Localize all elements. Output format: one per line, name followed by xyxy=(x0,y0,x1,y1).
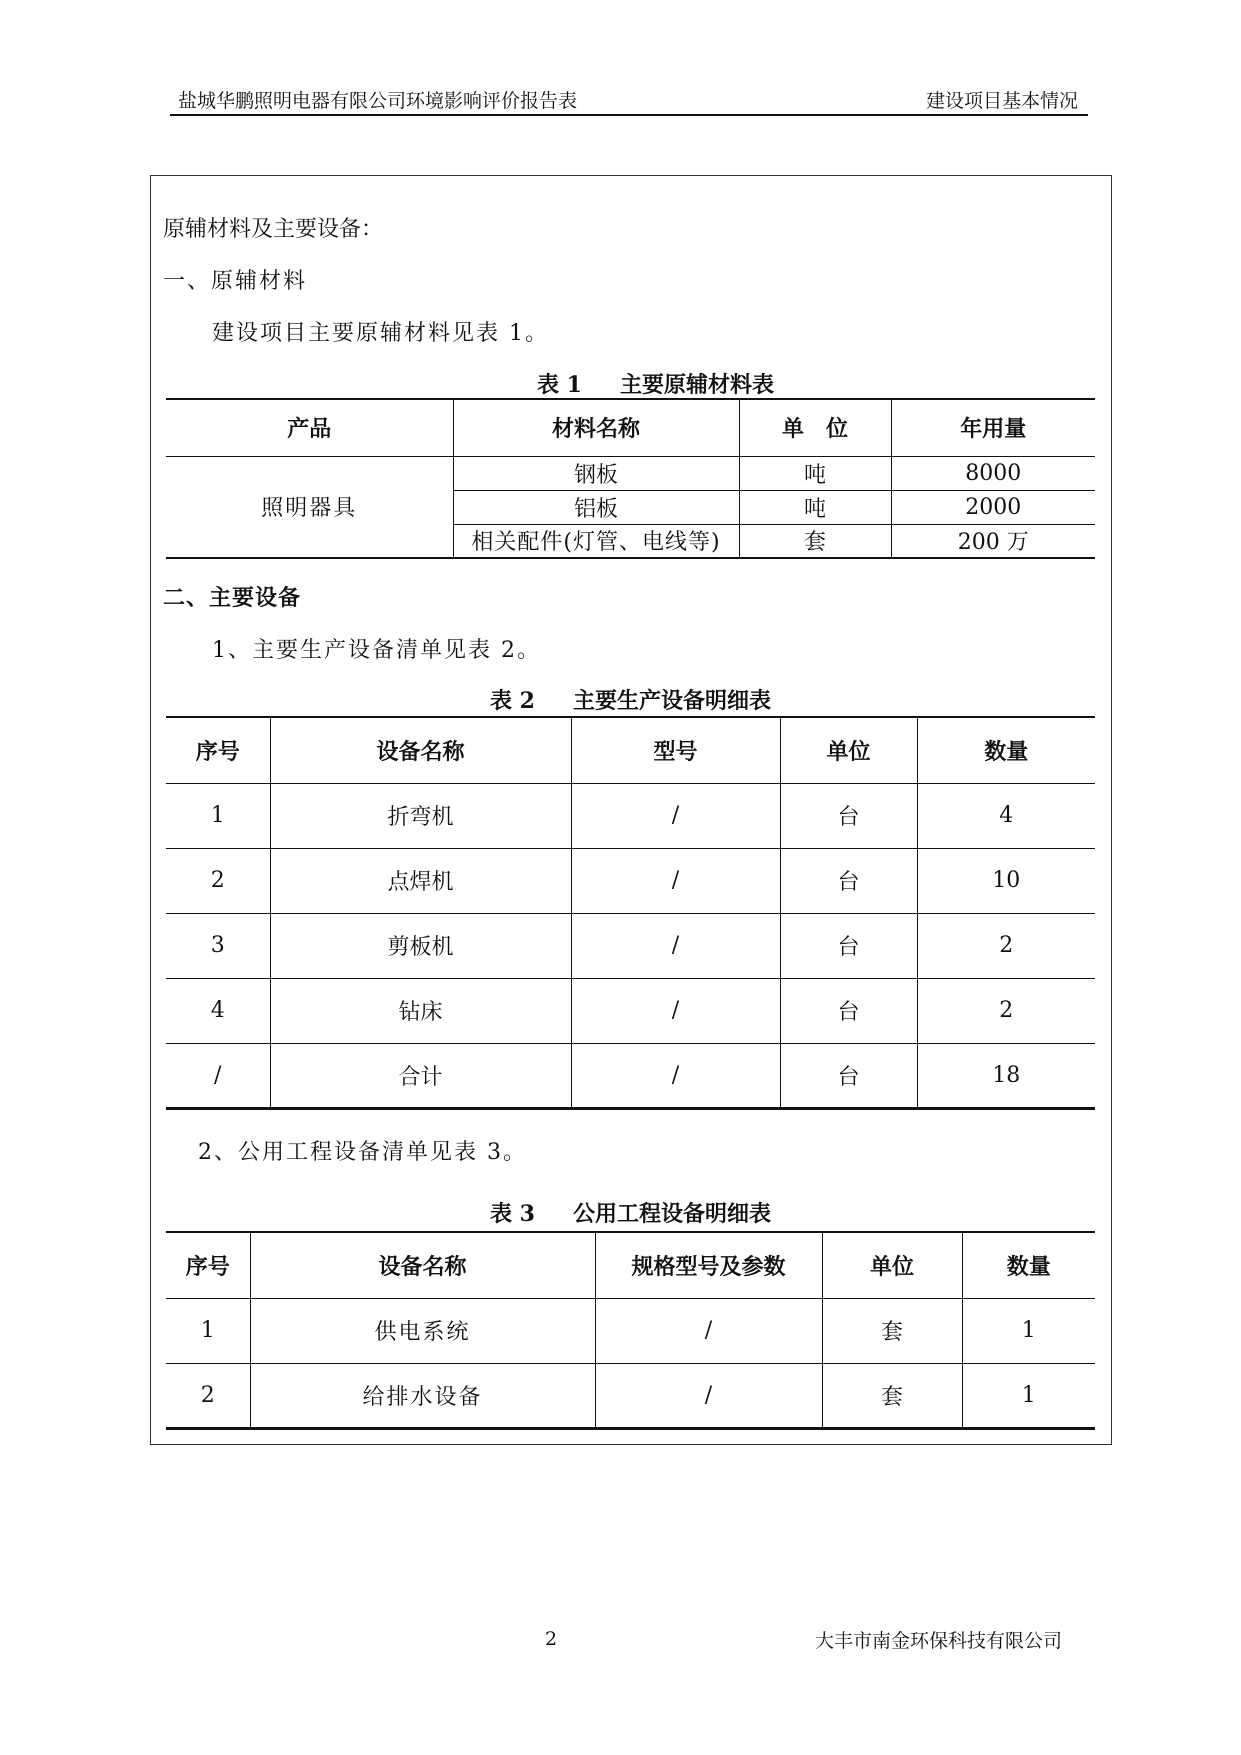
product-cell: 照明器具 xyxy=(166,456,453,558)
name-cell: 钻床 xyxy=(270,978,571,1043)
table3-caption-number: 表 3 xyxy=(490,1201,535,1227)
table-header-row xyxy=(166,717,1095,783)
qty-cell: 1 xyxy=(962,1363,1095,1428)
name-cell: 供电系统 xyxy=(250,1298,595,1363)
header-rule xyxy=(170,114,1088,116)
table-row xyxy=(166,1298,1095,1363)
no-cell: 4 xyxy=(166,978,270,1043)
unit-cell: 台 xyxy=(780,783,917,848)
qty-cell: 4 xyxy=(917,783,1095,848)
col-header-no: 序号 xyxy=(166,717,270,783)
col-header-product: 产品 xyxy=(166,399,453,456)
col-header-model: 型号 xyxy=(571,717,780,783)
unit-cell: 台 xyxy=(780,978,917,1043)
qty-cell: 2 xyxy=(917,978,1095,1043)
material-cell: 钢板 xyxy=(453,456,739,490)
table-header-row xyxy=(166,1232,1095,1298)
table-row xyxy=(166,783,1095,848)
no-cell: 1 xyxy=(166,783,270,848)
table-row xyxy=(166,1363,1095,1428)
col-header-spec: 规格型号及参数 xyxy=(595,1232,822,1298)
footer-company: 大丰市南金环保科技有限公司 xyxy=(815,1630,1063,1652)
table1-caption-number: 表 1 xyxy=(537,372,582,398)
intro-heading: 原辅材料及主要设备： xyxy=(163,217,384,242)
no-cell: 1 xyxy=(166,1298,250,1363)
page-header-left: 盐城华鹏照明电器有限公司环境影响评价报告表 xyxy=(178,90,578,112)
no-cell: 2 xyxy=(166,848,270,913)
name-cell: 点焊机 xyxy=(270,848,571,913)
name-cell: 给排水设备 xyxy=(250,1363,595,1428)
amount-cell: 8000 xyxy=(891,456,1095,490)
col-header-unit: 单位 xyxy=(780,717,917,783)
unit-cell: 吨 xyxy=(739,490,891,524)
col-header-unit: 单位 xyxy=(822,1232,962,1298)
section2-title: 二、主要设备 xyxy=(163,585,302,611)
table-header-row xyxy=(166,399,1095,456)
col-header-qty: 数量 xyxy=(917,717,1095,783)
table3-caption-title: 公用工程设备明细表 xyxy=(572,1201,771,1227)
spec-cell: / xyxy=(595,1363,822,1428)
table3-caption xyxy=(0,1197,1241,1228)
name-cell: 剪板机 xyxy=(270,913,571,978)
unit-cell: 台 xyxy=(780,1043,917,1108)
production-equipment-table xyxy=(166,716,1095,1110)
model-cell: / xyxy=(571,913,780,978)
no-cell: / xyxy=(214,1062,222,1088)
amount-cell: 200 万 xyxy=(891,524,1095,558)
col-header-name: 设备名称 xyxy=(270,717,571,783)
table2-caption-number: 表 2 xyxy=(490,688,535,714)
qty-cell: 1 xyxy=(962,1298,1095,1363)
table1-caption-title: 主要原辅材料表 xyxy=(619,372,774,398)
unit-cell: 套 xyxy=(739,524,891,558)
table2-caption-title: 主要生产设备明细表 xyxy=(572,688,771,714)
utility-equipment-table xyxy=(166,1231,1095,1430)
unit-cell: 台 xyxy=(780,913,917,978)
section2-text: 1、主要生产设备清单见表 2。 xyxy=(212,638,541,663)
qty-cell: 10 xyxy=(917,848,1095,913)
table-row xyxy=(166,913,1095,978)
no-cell: 2 xyxy=(200,1382,215,1408)
section1-text: 建设项目主要原辅材料见表 1。 xyxy=(212,321,549,346)
unit-cell: 台 xyxy=(780,848,917,913)
col-header-amount: 年用量 xyxy=(891,399,1095,456)
table-row xyxy=(166,456,1095,490)
section1-title: 一、原辅材料 xyxy=(163,269,308,294)
material-cell: 相关配件(灯管、电线等) xyxy=(453,524,739,558)
unit-cell: 套 xyxy=(822,1363,962,1428)
model-cell: / xyxy=(571,1043,780,1108)
table-row xyxy=(166,978,1095,1043)
materials-table xyxy=(166,398,1095,559)
model-cell: / xyxy=(571,848,780,913)
table-row xyxy=(166,848,1095,913)
table1-caption xyxy=(0,368,1241,399)
model-cell: / xyxy=(571,978,780,1043)
col-header-name: 设备名称 xyxy=(250,1232,595,1298)
amount-cell: 2000 xyxy=(891,490,1095,524)
qty-cell: 2 xyxy=(917,913,1095,978)
table2-caption xyxy=(0,684,1241,715)
name-cell: 合计 xyxy=(270,1043,571,1108)
col-header-qty: 数量 xyxy=(962,1232,1095,1298)
unit-cell: 吨 xyxy=(739,456,891,490)
unit-cell: 套 xyxy=(822,1298,962,1363)
qty-cell: 18 xyxy=(917,1043,1095,1108)
name-cell: 折弯机 xyxy=(270,783,571,848)
col-header-unit: 单 位 xyxy=(739,399,891,456)
material-cell: 铝板 xyxy=(453,490,739,524)
spec-cell: / xyxy=(595,1298,822,1363)
model-cell: / xyxy=(571,783,780,848)
table-row-total xyxy=(166,1043,1095,1108)
col-header-material: 材料名称 xyxy=(453,399,739,456)
section3-text: 2、公用工程设备清单见表 3。 xyxy=(198,1140,527,1165)
page-number: 2 xyxy=(545,1628,558,1650)
page-header-right: 建设项目基本情况 xyxy=(925,90,1078,112)
no-cell: 3 xyxy=(166,913,270,978)
col-header-no: 序号 xyxy=(166,1232,250,1298)
